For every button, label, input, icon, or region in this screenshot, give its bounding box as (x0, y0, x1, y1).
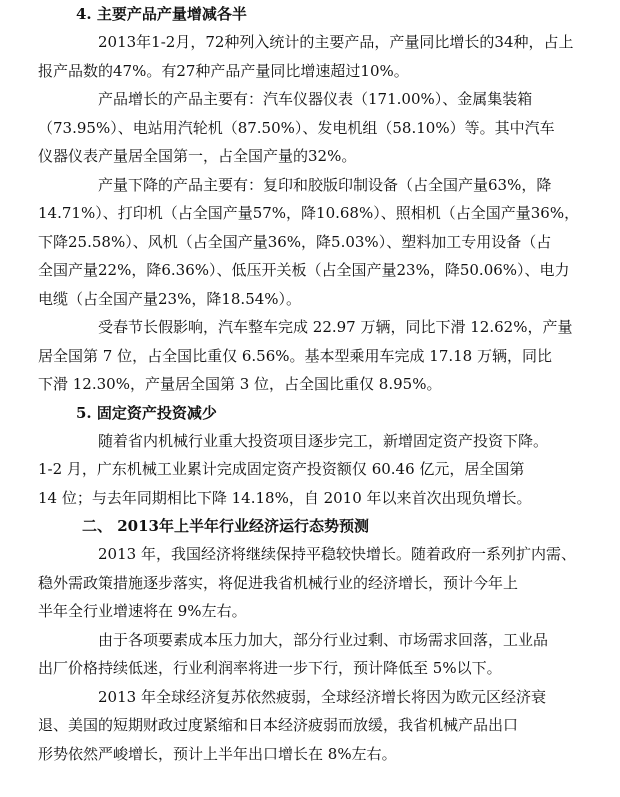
paragraph-fixed-investment (38, 427, 580, 513)
section-heading-forecast: 二、 2013年上半年行业经济运行态势预测 (82, 517, 369, 535)
paragraph-forecast-profit (38, 626, 580, 683)
text-line: 1-2 月，广东机械工业累计完成固定资产投资额仅 60.46 亿元，居全国第 (38, 460, 525, 478)
text-line: 形势依然严峻增长，预计上半年出口增长在 8%左右。 (38, 744, 397, 763)
text-line: 居全国第 7 位，占全国比重仅 6.56%。基本型乘用车完成 17.18 万辆，同比 (38, 346, 552, 365)
text-line: 退、美国的短期财政过度紧缩和日本经济疲弱而放缓，我省机械产品出口 (38, 716, 519, 734)
paragraph-growing-products (38, 85, 580, 171)
text-line: 产品增长的产品主要有：汽车仪器仪表（171.00%）、金属集装箱 (98, 90, 533, 108)
paragraph-vehicle-output (38, 313, 580, 399)
text-line: 2013 年，我国经济将继续保持平稳较快增长。随着政府一系列扩内需、 (98, 545, 576, 563)
text-line: 随着省内机械行业重大投资项目逐步完工，新增固定资产投资下降。 (98, 431, 549, 450)
text-line: 2013年1-2月，72种列入统计的主要产品，产量同比增长的34种，占上 (98, 33, 574, 51)
text-line: 半年全行业增速将在 9%左右。 (38, 602, 247, 620)
text-line: 由于各项要素成本压力加大，部分行业过剩、市场需求回落，工业品 (98, 630, 549, 649)
text-line: 下降25.58%）、风机（占全国产量36%，降5.03%）、塑料加工专用设备（占 (38, 232, 552, 251)
text-line: 报产品数的47%。有27种产品产量同比增速超过10%。 (38, 61, 409, 80)
text-line: 仪器仪表产量居全国第一，占全国产量的32%。 (38, 147, 357, 165)
text-line: 稳外需政策措施逐步落实，将促进我省机械行业的经济增长，预计今年上 (38, 573, 519, 592)
text-line: 受春节长假影响，汽车整车完成 22.97 万辆，同比下滑 12.62%，产量 (98, 318, 573, 336)
paragraph-product-growth-summary (38, 28, 580, 85)
paragraph-forecast-growth (38, 540, 580, 626)
text-line: 14.71%）、打印机（占全国产量57%，降10.68%）、照相机（占全国产量36%， (38, 204, 580, 222)
paragraph-forecast-export (38, 683, 580, 769)
text-line: 出厂价格持续低迷，行业利润率将进一步下行，预计降低至 5%以下。 (38, 659, 502, 677)
text-line: 电缆（占全国产量23%，降18.54%）。 (38, 289, 302, 308)
section-heading-4: 4. 主要产品产量增减各半 (76, 5, 247, 23)
section-heading-5: 5. 固定资产投资减少 (76, 403, 217, 422)
text-line: 2013 年全球经济复苏依然疲弱，全球经济增长将因为欧元区经济衰 (98, 687, 546, 706)
paragraph-declining-products (38, 171, 580, 314)
text-line: 产量下降的产品主要有：复印和胶版印制设备（占全国产量63%，降 (98, 175, 552, 194)
text-line: （73.95%）、电站用汽轮机（87.50%）、发电机组（58.10%）等。其中汽车 (38, 118, 555, 137)
text-line: 下滑 12.30%，产量居全国第 3 位，占全国比重仅 8.95%。 (38, 375, 442, 393)
text-line: 全国产量22%，降6.36%）、低压开关板（占全国产量23%，降50.06%）、电力 (38, 261, 570, 279)
text-line: 14 位；与去年同期相比下降 14.18%，自 2010 年以来首次出现负增长。 (38, 488, 532, 507)
